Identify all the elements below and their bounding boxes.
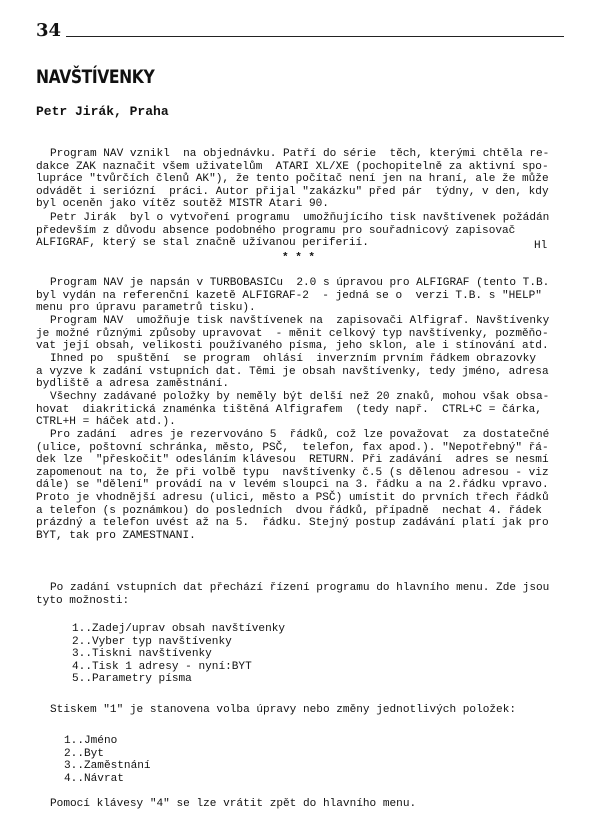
menu-item: 1..Zadej/uprav obsah navštívenky xyxy=(72,623,286,635)
submenu-intro: Stiskem "1" je stanovena volba úpravy nebo změny jednotlivých položek: xyxy=(50,704,517,716)
intro-paragraph: Program NAV vznikl na objednávku. Patří do série těch, kterými chtěla re- dakce ZAK naznačit všem uživatelům ATARI XL/XE (pochopitelně za aktivní spo- lupráce "tvůrčích členů AK"), že tento počítač není jen na hraní, ale že může odvádět i seriózní práci. Autor přijal "zakázku" před pár týdny, v den, kdy byl oceněn jako vítěz soutěž MISTR Atari 90. xyxy=(36,148,550,211)
menu-item: 2..Vyber typ navštívenky xyxy=(72,635,232,648)
menu-item: 4..Tisk 1 adresy - nyní:BYT xyxy=(72,660,252,673)
submenu-item: 3..Zaměstnání xyxy=(64,760,151,773)
submenu-item: 4..Návrat xyxy=(64,772,124,785)
body-paragraph: Program NAV je napsán v TURBOBASICu 2.0 s úpravou pro ALFIGRAF (tento T.B. byl vydán na referenční kazetě ALFIGRAF-2 - jedná se o verzi T.B. s "HELP" menu pro úpravu parametrů tisku). xyxy=(36,277,550,315)
intro-paragraph: Petr Jirák byl o vytvoření programu umožňujícího tisk navštívenek požádán především z důvodu absence podobného programu pro souřadnicový zapisovač ALFIGRAF, který se stal značně užívanou periferií. xyxy=(36,212,550,250)
menu-item: 5..Parametry písma xyxy=(72,673,192,686)
article-author: Petr Jirák, Praha xyxy=(36,104,169,119)
menu-item: 3..Tiskni navštívenky xyxy=(72,648,212,661)
body-paragraph: Všechny zadávané položky by neměly být delší než 20 znaků, mohou však obsa- hovat diakritická znaménka tištěná Alfigrafem (tedy např. CTRL+C = čárka, CTRL+H = háček atd.). xyxy=(36,391,550,429)
closing-line: Pomocí klávesy "4" se lze vrátit zpět do hlavního menu. xyxy=(50,798,417,810)
section-separator: * * * xyxy=(282,252,316,264)
body-paragraph: Program NAV umožňuje tisk navštívenek na zapisovači Alfigraf. Navštívenky je možné různými způsoby upravovat - měnit celkový typ navštívenky, pozměňo- vat její obsah, velikosti používaného písma, jeho sklon, ale i stínování atd. xyxy=(36,315,550,353)
submenu-item: 1..Jméno xyxy=(64,735,118,747)
article-title: NAVŠTÍVENKY xyxy=(36,66,155,88)
submenu-item: 2..Byt xyxy=(64,747,104,760)
header-rule xyxy=(66,36,564,37)
main-menu-list xyxy=(72,623,285,686)
page-number: 34 xyxy=(36,20,62,41)
author-signature: Hl xyxy=(534,240,548,252)
body-paragraph: Pro zadání adres je rezervováno 5 řádků, což lze považovat za dostatečné (ulice, poštovní schránka, město, PSČ, telefon, fax apod.). "Nepotřebný" řá- dek lze "přeskočit" odesláním klávesou RETURN. Při zadávání adres se nesmí zapomenout na to, že při volbě typu navštívenky č.5 (s dělenou adresou - viz dále) se "dělení" provádí na v levém sloupci na 3. řádku a na 2.řádku vpravo. Proto je vhodnější adresu (ulici, město a PSČ) umístit do prvních třech řádků a telefon (s poznámkou) do posledních dvou řádků, případně nechat 4. řádek prázdný a telefon uvést až na 5. řádku. Stejný postup zadávání platí jak pro BYT, tak pro ZAMESTNANI. xyxy=(36,429,550,542)
menu-intro: Po zadání vstupních dat přechází řízení programu do hlavního menu. Zde jsou tyto možnosti: xyxy=(36,582,550,607)
submenu-list xyxy=(64,735,151,785)
body-paragraph: Ihned po spuštění se program ohlásí inverzním prvním řádkem obrazovky a vyzve k zadání vstupních dat. Těmi je obsah navštívenky, tedy jméno, adresa bydliště a adresa zaměstnání. xyxy=(36,353,549,391)
